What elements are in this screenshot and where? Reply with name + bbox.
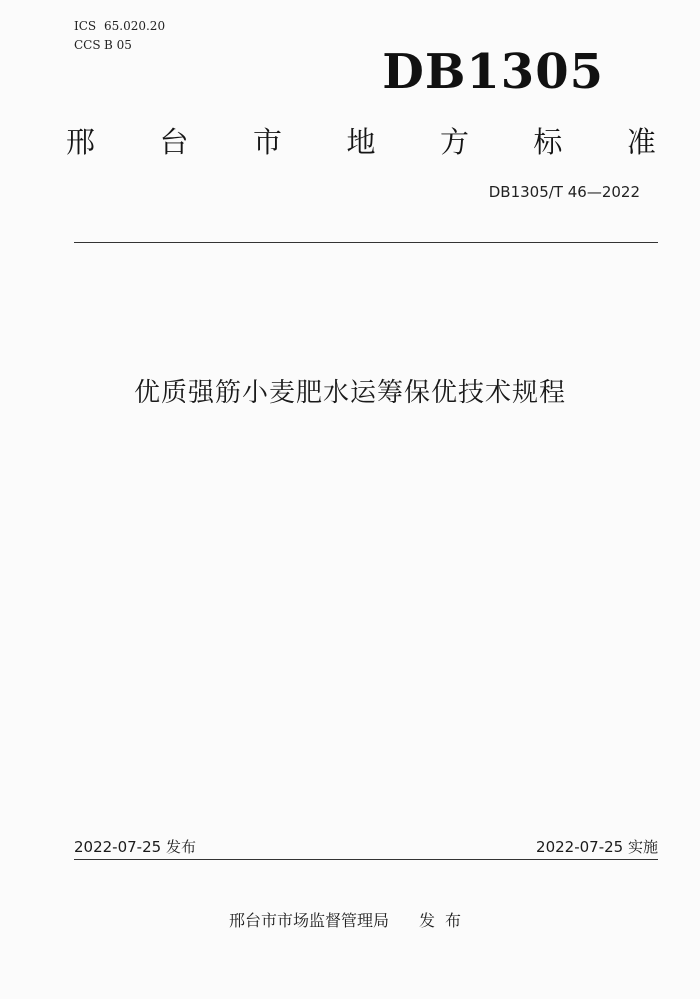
issuer (0, 908, 700, 931)
standard-type-char: 市 (252, 125, 282, 159)
standard-type-char: 标 (533, 125, 563, 159)
classification-codes (74, 17, 165, 55)
issuer-organization: 邢台市市场监督管理局 (228, 911, 389, 930)
standard-code: DB1305 (382, 44, 604, 100)
ccs-label: CCS (74, 38, 101, 52)
standard-type-char: 地 (346, 125, 376, 159)
standard-type-char: 准 (626, 125, 656, 159)
standard-type-char: 邢 (66, 125, 96, 159)
standard-type (66, 120, 656, 161)
effective-date: 2022-07-25 实施 (536, 838, 658, 856)
document-title: 优质强筋小麦肥水运筹保优技术规程 (133, 378, 566, 408)
ccs-code (74, 36, 165, 55)
standard-number: DB1305/T 46—2022 (488, 183, 640, 201)
footer-divider (74, 859, 658, 860)
issuer-action: 发布 (419, 911, 472, 930)
ics-value: 65.020.20 (104, 19, 166, 33)
standard-type-char: 台 (159, 125, 189, 159)
standard-type-char: 方 (439, 125, 469, 159)
header-divider (74, 242, 658, 243)
ics-code (74, 17, 165, 36)
publish-date: 2022-07-25 发布 (74, 838, 196, 856)
ics-label: ICS (74, 19, 97, 33)
ccs-value: B 05 (104, 38, 132, 52)
